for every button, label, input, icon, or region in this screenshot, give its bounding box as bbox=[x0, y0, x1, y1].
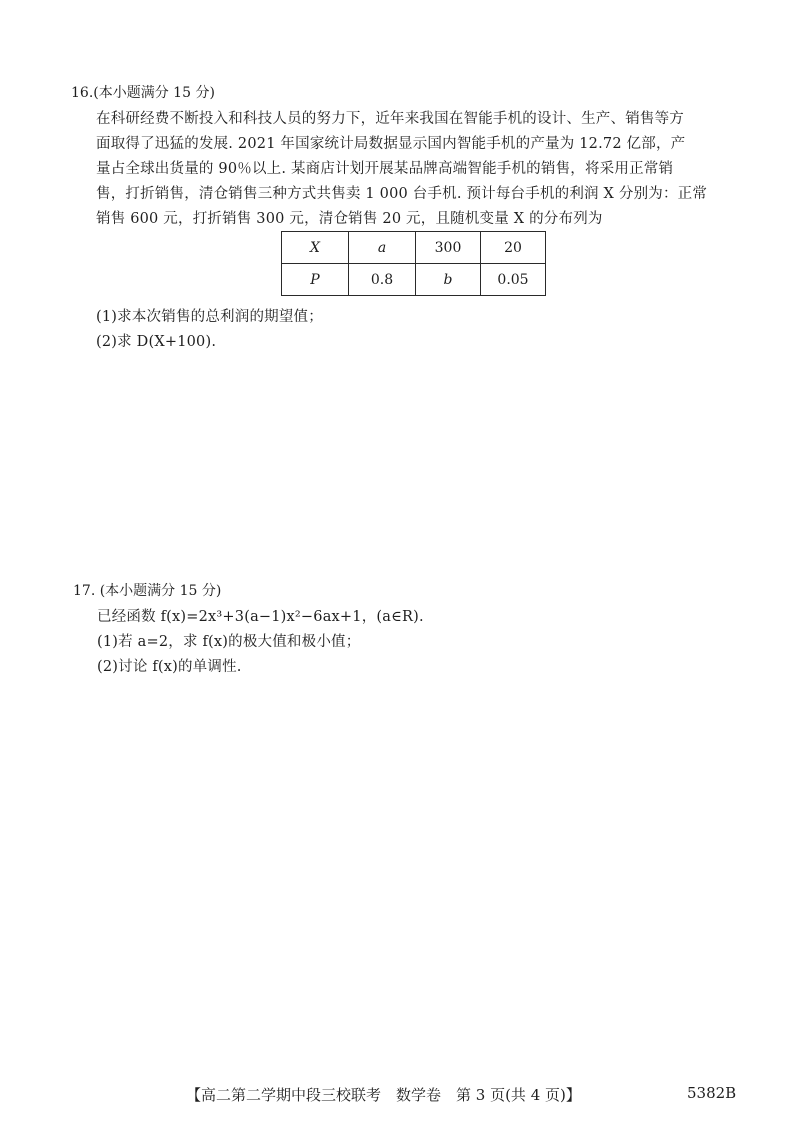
table-cell: X bbox=[282, 232, 349, 264]
question-16-sub-2: (2)求 D(X+100). bbox=[96, 334, 217, 350]
table-row bbox=[282, 232, 546, 264]
question-16-header bbox=[71, 82, 215, 102]
question-17-sub-2: (2)讨论 f(x)的单调性. bbox=[97, 659, 242, 675]
footer-exam-info: 【高二第二学期中段三校联考 数学卷 第 3 页(共 4 页)】 bbox=[186, 1086, 581, 1104]
question-16-points: (本小题满分 15 分) bbox=[93, 85, 215, 101]
table-row bbox=[282, 264, 546, 296]
distribution-table bbox=[281, 231, 546, 296]
question-17-header bbox=[73, 580, 221, 600]
table-cell: a bbox=[349, 232, 416, 264]
question-16-line-2: 面取得了迅猛的发展. 2021 年国家统计局数据显示国内智能手机的产量为 12.72 亿部，产 bbox=[96, 136, 686, 152]
question-17-sub-1: (1)若 a=2，求 f(x)的极大值和极小值； bbox=[97, 634, 361, 650]
question-16-line-4: 售，打折销售，清仓销售三种方式共售卖 1 000 台手机. 预计每台手机的利润 X 分别为：正常 bbox=[96, 186, 708, 202]
table-cell: 0.8 bbox=[349, 264, 416, 296]
table-cell: P bbox=[282, 264, 349, 296]
question-17-line-1: 已经函数 f(x)=2x³+3(a−1)x²−6ax+1，(a∈R). bbox=[97, 609, 424, 625]
table-cell: 0.05 bbox=[481, 264, 546, 296]
question-16-line-5: 销售 600 元，打折销售 300 元，清仓销售 20 元，且随机变量 X 的分布列为 bbox=[96, 211, 603, 227]
question-17-points: (本小题满分 15 分) bbox=[99, 583, 222, 599]
question-17-number: 17. bbox=[73, 583, 96, 599]
question-16-line-3: 量占全球出货量的 90％以上. 某商店计划开展某品牌高端智能手机的销售，将采用正常销 bbox=[96, 161, 674, 177]
question-16-line-1: 在科研经费不断投入和科技人员的努力下，近年来我国在智能手机的设计、生产、销售等方 bbox=[96, 111, 684, 127]
table-cell: 300 bbox=[416, 232, 481, 264]
footer-code: 5382B bbox=[687, 1084, 737, 1102]
question-16-number: 16. bbox=[71, 85, 94, 101]
table-cell: 20 bbox=[481, 232, 546, 264]
table-cell: b bbox=[416, 264, 481, 296]
question-16-sub-1: (1)求本次销售的总利润的期望值； bbox=[96, 309, 323, 325]
